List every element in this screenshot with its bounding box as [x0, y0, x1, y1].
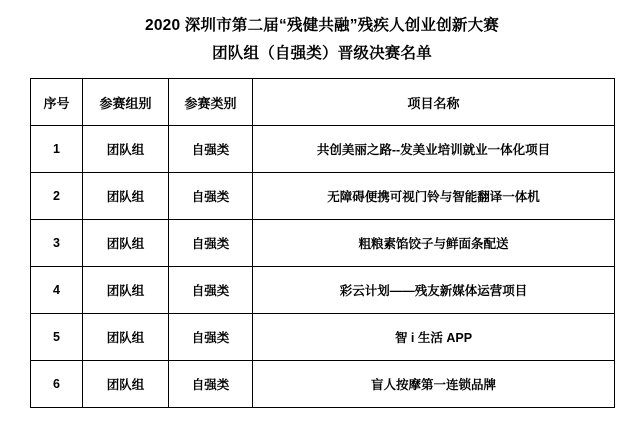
cell-category: 自强类	[169, 267, 253, 314]
cell-index: 4	[31, 267, 83, 314]
cell-project: 共创美丽之路--发美业培训就业一体化项目	[253, 126, 615, 173]
cell-index: 6	[31, 361, 83, 408]
table-row	[31, 220, 615, 267]
cell-group: 团队组	[83, 220, 169, 267]
cell-category: 自强类	[169, 126, 253, 173]
finalists-table	[30, 78, 615, 408]
cell-index: 1	[31, 126, 83, 173]
cell-index: 3	[31, 220, 83, 267]
table-row	[31, 173, 615, 220]
cell-group: 团队组	[83, 361, 169, 408]
cell-group: 团队组	[83, 173, 169, 220]
cell-project: 粗粮素馅饺子与鲜面条配送	[253, 220, 615, 267]
table-row	[31, 361, 615, 408]
cell-group: 团队组	[83, 126, 169, 173]
cell-project: 彩云计划——残友新媒体运营项目	[253, 267, 615, 314]
column-header-category: 参赛类别	[169, 79, 253, 126]
cell-index: 5	[31, 314, 83, 361]
column-header-group: 参赛组别	[83, 79, 169, 126]
cell-index: 2	[31, 173, 83, 220]
title-line-2: 团队组（自强类）晋级决赛名单	[212, 45, 432, 62]
cell-category: 自强类	[169, 314, 253, 361]
finalists-table-container	[30, 78, 614, 408]
cell-group: 团队组	[83, 314, 169, 361]
cell-group: 团队组	[83, 267, 169, 314]
title-line-1: 2020 深圳市第二届“残健共融”残疾人创业创新大赛	[145, 17, 499, 34]
table-row	[31, 314, 615, 361]
cell-category: 自强类	[169, 361, 253, 408]
document-title	[0, 0, 644, 68]
cell-project: 智 i 生活 APP	[253, 314, 615, 361]
cell-project: 无障碍便携可视门铃与智能翻译一体机	[253, 173, 615, 220]
column-header-project: 项目名称	[253, 79, 615, 126]
column-header-index: 序号	[31, 79, 83, 126]
cell-category: 自强类	[169, 173, 253, 220]
table-header-row	[31, 79, 615, 126]
cell-category: 自强类	[169, 220, 253, 267]
table-row	[31, 126, 615, 173]
cell-project: 盲人按摩第一连锁品牌	[253, 361, 615, 408]
table-row	[31, 267, 615, 314]
